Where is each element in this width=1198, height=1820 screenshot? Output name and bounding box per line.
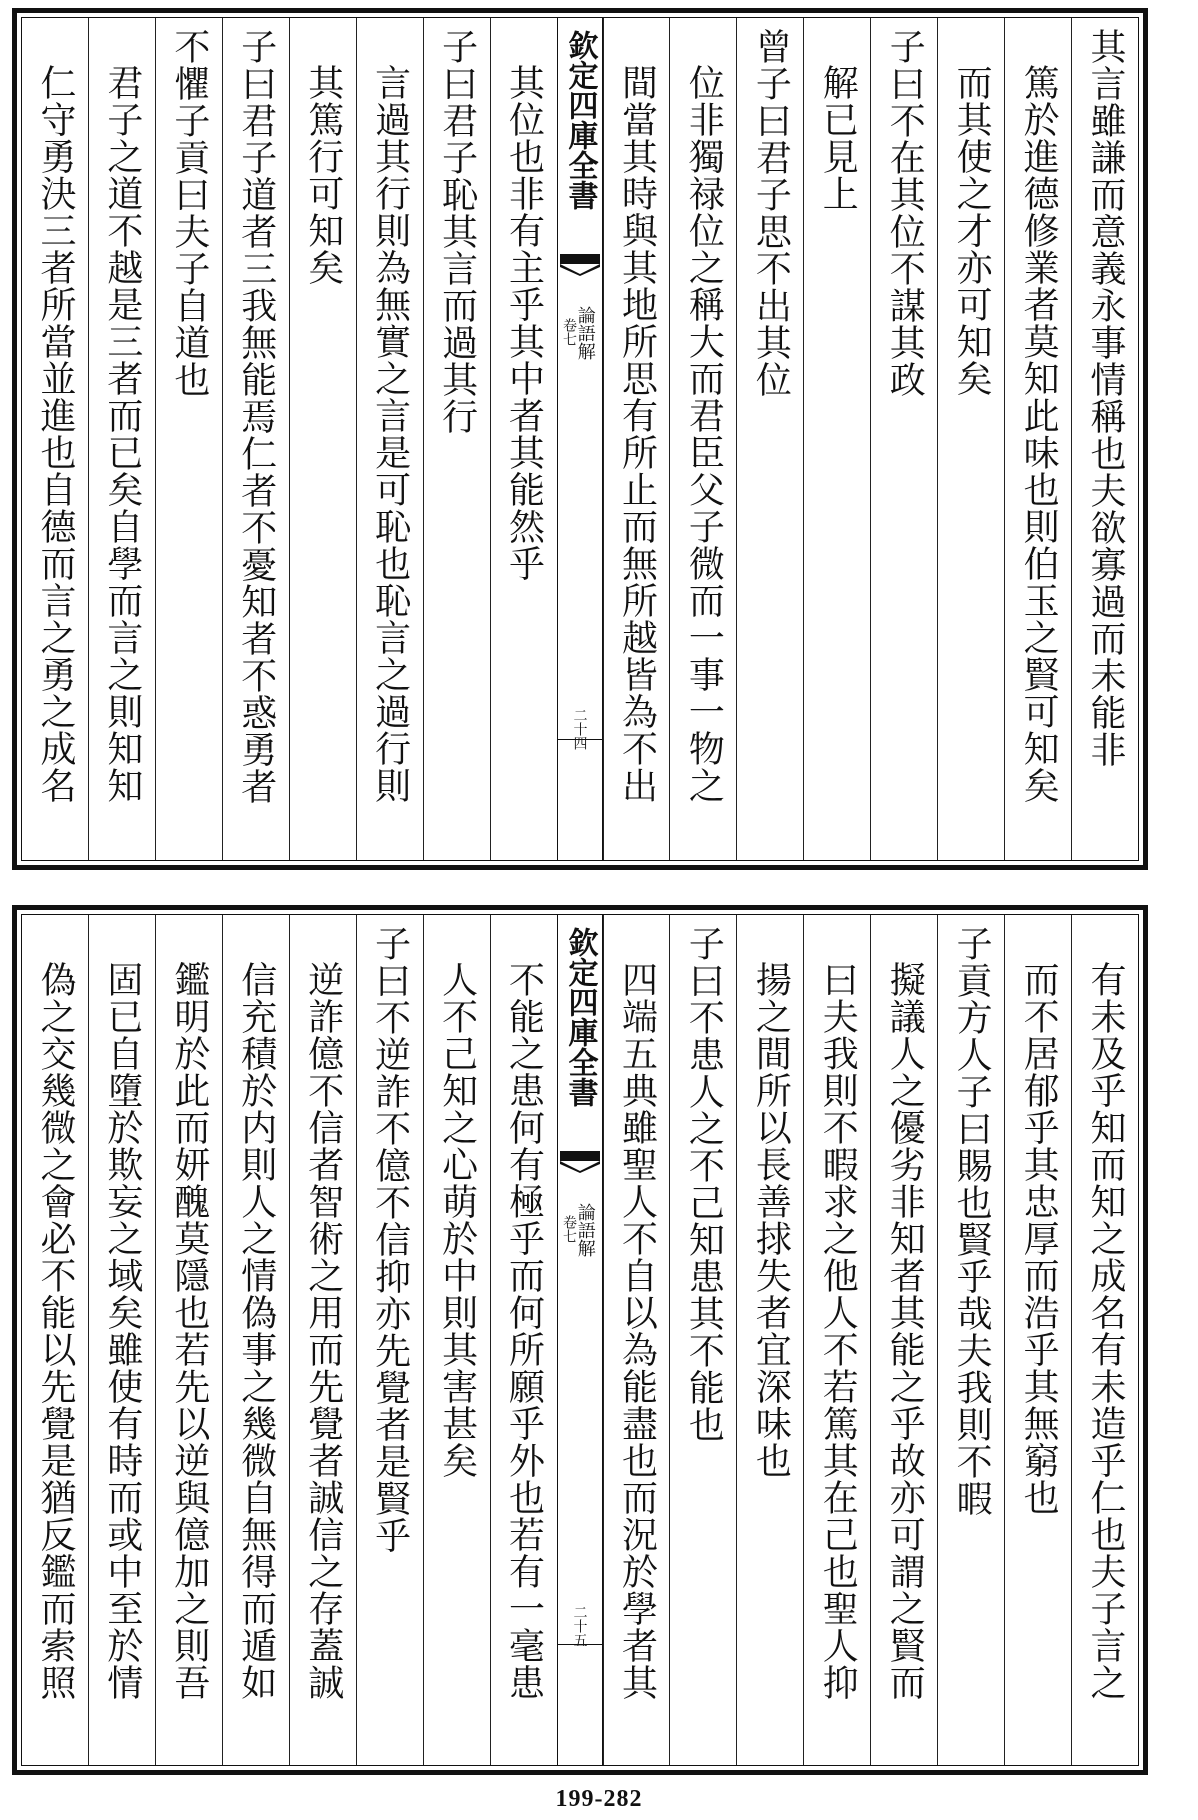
column-text: 曾子曰君子思不出其位 [750,28,792,398]
text-column [289,915,356,1765]
text-column [870,915,937,1765]
column-text: 其位也非有主乎其中者其能然乎 [503,64,545,582]
text-column [222,18,289,860]
column-text: 其言雖謙而意義永事情稱也夫欲寡過而未能非 [1085,28,1127,768]
gutter-juan-number: 卷七 [560,1215,577,1243]
column-text: 子曰不患人之不己知患其不能也 [683,925,725,1443]
column-text: 其篤行可知矣 [302,64,344,286]
upper-page-frame [21,17,1139,861]
column-text: 固已自墮於欺妄之域矣雖使有時而或中至於情 [101,961,143,1701]
gutter-work-title: 論語解 [574,1203,596,1257]
text-column [603,18,670,860]
column-text: 子曰君子恥其言而過其行 [436,28,478,435]
column-text: 人不己知之心萌於中則其害甚矣 [436,961,478,1479]
gutter-divider [558,739,602,740]
text-column [88,18,155,860]
text-column [88,915,155,1765]
column-text: 有未及乎知而知之成名有未造乎仁也夫子言之 [1085,961,1127,1701]
text-column [603,915,670,1765]
column-text: 揚之間所以長善捄失者宜深味也 [750,961,792,1479]
text-column [803,18,870,860]
column-text: 偽之交幾微之會必不能以先覺是猶反鑑而索照 [34,961,76,1701]
upper-page [12,8,1148,870]
center-gutter [557,18,603,860]
column-text: 逆詐億不信者智術之用而先覺者誠信之存蓋誠 [302,961,344,1701]
text-column [22,18,88,860]
text-column [1004,18,1071,860]
text-column [803,915,870,1765]
column-text: 君子之道不越是三者而已矣自學而言之則知知 [101,64,143,804]
text-column [1071,18,1138,860]
center-gutter [557,915,603,1765]
text-column [155,915,222,1765]
page-code: 199-282 [555,1786,643,1812]
column-text: 而不居郁乎其忠厚而浩乎其無窮也 [1018,961,1060,1516]
column-text: 仁守勇決三者所當並進也自德而言之勇之成名 [34,64,76,804]
column-text: 子曰君子道者三我無能焉仁者不憂知者不惑勇者 [235,28,277,805]
text-column [289,18,356,860]
gutter-work-title: 論語解 [574,306,596,360]
column-text: 不懼子貢曰夫子自道也 [168,28,210,398]
column-text: 子曰不逆詐不億不信抑亦先覺者是賢乎 [369,925,411,1554]
gutter-divider [558,1644,602,1645]
column-text: 篤於進德修業者莫知此味也則伯玉之賢可知矣 [1018,64,1060,804]
column-text: 言過其行則為無實之言是可恥也恥言之過行則 [369,64,411,804]
column-text: 而其使之才亦可知矣 [951,64,993,397]
lower-page-frame [21,914,1139,1766]
text-column [22,915,88,1765]
gutter-title: 欽定四庫全書 [562,927,598,1107]
text-column [1071,915,1138,1765]
fishtail-mark-icon [560,1151,600,1173]
text-column [736,18,803,860]
text-column [870,18,937,860]
column-text: 鑑明於此而妍醜莫隱也若先以逆與億加之則吾 [168,961,210,1701]
text-column [490,18,557,860]
gutter-title: 欽定四庫全書 [562,30,598,210]
column-text: 不能之患何有極乎而何所願乎外也若有一毫患 [503,961,545,1701]
column-text: 位非獨禄位之稱大而君臣父子微而一事一物之 [683,64,725,804]
text-column [155,18,222,860]
column-text: 擬議人之優劣非知者其能之乎故亦可謂之賢而 [884,961,926,1701]
text-column [356,915,423,1765]
column-text: 子貢方人子曰賜也賢乎哉夫我則不暇 [951,925,993,1517]
text-column [423,18,490,860]
column-text: 解已見上 [817,64,859,212]
column-text: 信充積於内則人之情偽事之幾微自無得而遁如 [235,961,277,1701]
column-text: 間當其時與其地所思有所止而無所越皆為不出 [616,64,658,804]
gutter-juan-number: 卷七 [560,318,577,346]
column-text: 曰夫我則不暇求之他人不若篤其在己也聖人抑 [817,961,859,1701]
text-column [937,915,1004,1765]
gutter-folio-number: 二十五 [571,1605,588,1647]
text-column [1004,915,1071,1765]
column-text: 四端五典雖聖人不自以為能盡也而況於學者其 [616,961,658,1701]
column-text: 子曰不在其位不謀其政 [884,28,926,398]
text-column [222,915,289,1765]
fishtail-mark-icon [560,254,600,276]
gutter-folio-number: 二十四 [571,708,588,750]
text-column [937,18,1004,860]
text-column [669,18,736,860]
text-column [356,18,423,860]
text-column [423,915,490,1765]
text-column [669,915,736,1765]
lower-page [12,905,1148,1775]
text-column [490,915,557,1765]
text-column [736,915,803,1765]
